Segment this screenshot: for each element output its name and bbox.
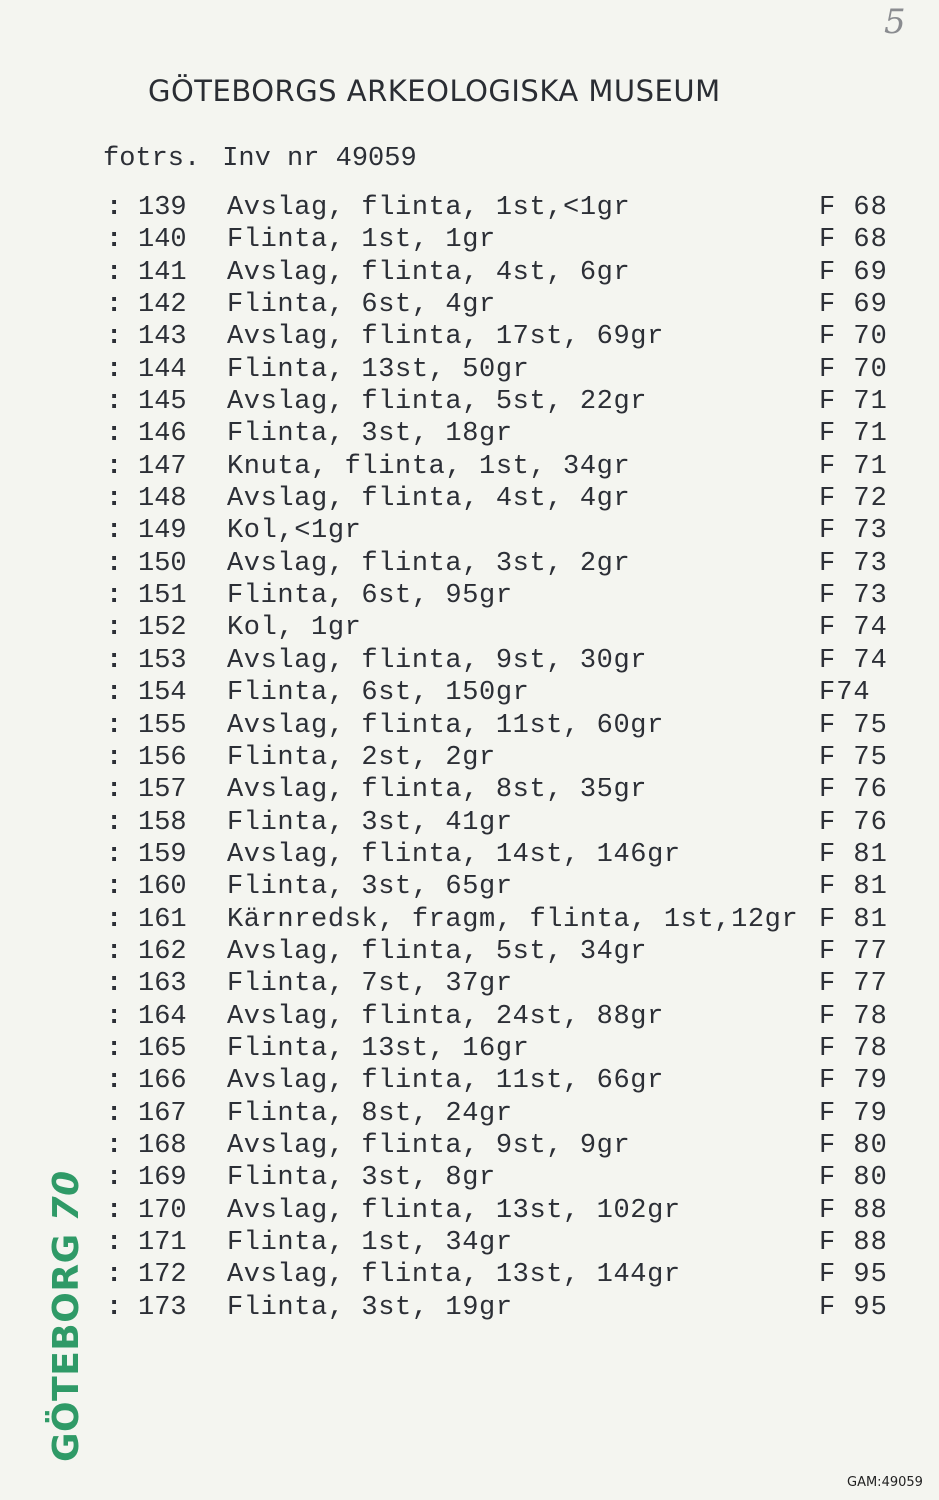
list-item: [100, 580, 900, 612]
item-description: Avslag, flinta, 1st,<1gr: [227, 193, 631, 223]
list-item: [100, 1162, 900, 1194]
item-reference: F 75: [819, 742, 888, 773]
list-item: [100, 871, 900, 903]
item-colon: :: [106, 936, 123, 967]
item-colon: :: [106, 1163, 123, 1194]
list-item: [100, 1227, 900, 1259]
item-reference: F 68: [819, 225, 888, 256]
item-number: 160: [138, 872, 187, 903]
item-number: 139: [138, 193, 187, 223]
list-item: [100, 1065, 900, 1097]
list-item: [100, 1001, 900, 1033]
item-number: 156: [138, 742, 187, 773]
item-description: Flinta, 6st, 95gr: [227, 581, 513, 612]
item-reference: F 78: [819, 1001, 888, 1032]
list-item: [100, 192, 900, 224]
item-description: Avslag, flinta, 14st, 146gr: [227, 839, 681, 870]
item-description: Kärnredsk, fragm, flinta, 1st,12gr: [227, 904, 799, 935]
stamp-number: 70: [46, 1170, 87, 1222]
item-reference: F 75: [819, 710, 888, 741]
list-item: [100, 483, 900, 515]
item-number: 151: [138, 581, 187, 612]
page-number: 5: [884, 2, 906, 42]
item-colon: :: [106, 839, 123, 870]
item-reference: F 77: [819, 969, 888, 1000]
item-description: Flinta, 2st, 2gr: [227, 742, 496, 773]
list-item: [100, 1098, 900, 1130]
item-number: 148: [138, 484, 187, 515]
item-reference: F74: [819, 678, 871, 709]
item-reference: F 73: [819, 516, 888, 547]
list-item: [100, 1033, 900, 1065]
item-colon: :: [106, 969, 123, 1000]
item-description: Flinta, 1st, 1gr: [227, 225, 496, 256]
item-reference: F 68: [819, 193, 888, 223]
item-colon: :: [106, 807, 123, 838]
item-number: 158: [138, 807, 187, 838]
item-description: Kol,<1gr: [227, 516, 362, 547]
item-number: 169: [138, 1163, 187, 1194]
item-colon: :: [106, 548, 123, 579]
item-reference: F 80: [819, 1130, 888, 1161]
item-reference: F 73: [819, 548, 888, 579]
item-description: Flinta, 3st, 65gr: [227, 872, 513, 903]
item-reference: F 79: [819, 1098, 888, 1129]
item-colon: :: [106, 710, 123, 741]
list-item: [100, 1130, 900, 1162]
item-number: 173: [138, 1292, 187, 1323]
item-reference: F 71: [819, 451, 888, 482]
list-item: [100, 354, 900, 386]
item-colon: :: [106, 419, 123, 450]
list-item: [100, 451, 900, 483]
item-description: Avslag, flinta, 13st, 102gr: [227, 1195, 681, 1226]
list-item: [100, 257, 900, 289]
item-description: Avslag, flinta, 17st, 69gr: [227, 322, 664, 353]
item-colon: :: [106, 451, 123, 482]
item-colon: :: [106, 1033, 123, 1064]
item-description: Flinta, 8st, 24gr: [227, 1098, 513, 1129]
item-description: Flinta, 3st, 18gr: [227, 419, 513, 450]
item-number: 140: [138, 225, 187, 256]
item-description: Kol, 1gr: [227, 613, 362, 644]
item-description: Flinta, 6st, 150gr: [227, 678, 530, 709]
item-colon: :: [106, 1195, 123, 1226]
item-description: Avslag, flinta, 8st, 35gr: [227, 775, 648, 806]
item-number: 172: [138, 1260, 187, 1291]
item-description: Avslag, flinta, 11st, 60gr: [227, 710, 664, 741]
item-reference: F 71: [819, 419, 888, 450]
list-item: [100, 418, 900, 450]
item-colon: :: [106, 1228, 123, 1258]
list-item: [100, 645, 900, 677]
item-colon: :: [106, 484, 123, 515]
list-item: [100, 677, 900, 709]
item-reference: F 81: [819, 839, 888, 870]
list-item: [100, 904, 900, 936]
item-number: 159: [138, 839, 187, 870]
list-item: [100, 742, 900, 774]
stamp-text: GÖTEBORG: [46, 1233, 87, 1462]
item-reference: F 69: [819, 290, 888, 321]
item-colon: :: [106, 516, 123, 547]
item-reference: F 79: [819, 1066, 888, 1097]
item-number: 170: [138, 1195, 187, 1226]
item-colon: :: [106, 872, 123, 903]
item-number: 162: [138, 936, 187, 967]
item-colon: :: [106, 581, 123, 612]
museum-header: GÖTEBORGS ARKEOLOGISKA MUSEUM: [148, 74, 721, 108]
item-reference: F 70: [819, 322, 888, 353]
item-number: 171: [138, 1228, 187, 1258]
item-reference: F 81: [819, 872, 888, 903]
item-reference: F 80: [819, 1163, 888, 1194]
item-description: Avslag, flinta, 24st, 88gr: [227, 1001, 664, 1032]
item-colon: :: [106, 1066, 123, 1097]
item-reference: F 81: [819, 904, 888, 935]
item-reference: F 88: [819, 1195, 888, 1226]
item-colon: :: [106, 742, 123, 773]
item-description: Avslag, flinta, 9st, 30gr: [227, 645, 648, 676]
item-colon: :: [106, 257, 123, 288]
item-description: Flinta, 13st, 50gr: [227, 354, 530, 385]
item-reference: F 76: [819, 807, 888, 838]
item-colon: :: [106, 387, 123, 418]
item-reference: F 88: [819, 1228, 888, 1258]
inventory-prefix: fotrs.: [103, 144, 201, 174]
item-number: 152: [138, 613, 187, 644]
item-reference: F 76: [819, 775, 888, 806]
item-colon: :: [106, 1260, 123, 1291]
item-number: 163: [138, 969, 187, 1000]
item-reference: F 95: [819, 1260, 888, 1291]
item-number: 164: [138, 1001, 187, 1032]
item-number: 145: [138, 387, 187, 418]
archive-id: GAM:49059: [847, 1475, 923, 1490]
item-colon: :: [106, 1130, 123, 1161]
item-colon: :: [106, 678, 123, 709]
item-reference: F 74: [819, 645, 888, 676]
item-description: Flinta, 3st, 8gr: [227, 1163, 496, 1194]
item-reference: F 78: [819, 1033, 888, 1064]
item-description: Avslag, flinta, 5st, 22gr: [227, 387, 648, 418]
item-number: 168: [138, 1130, 187, 1161]
find-list: [100, 192, 900, 1324]
item-number: 165: [138, 1033, 187, 1064]
item-colon: :: [106, 322, 123, 353]
item-number: 157: [138, 775, 187, 806]
item-colon: :: [106, 1098, 123, 1129]
item-number: 146: [138, 419, 187, 450]
item-description: Flinta, 3st, 41gr: [227, 807, 513, 838]
item-colon: :: [106, 775, 123, 806]
item-number: 143: [138, 322, 187, 353]
item-description: Avslag, flinta, 5st, 34gr: [227, 936, 648, 967]
item-reference: F 74: [819, 613, 888, 644]
list-item: [100, 612, 900, 644]
item-reference: F 70: [819, 354, 888, 385]
item-reference: F 73: [819, 581, 888, 612]
item-description: Flinta, 1st, 34gr: [227, 1228, 513, 1258]
item-number: 147: [138, 451, 187, 482]
list-item: [100, 289, 900, 321]
item-reference: F 72: [819, 484, 888, 515]
list-item: [100, 936, 900, 968]
list-item: [100, 515, 900, 547]
item-number: 142: [138, 290, 187, 321]
item-colon: :: [106, 290, 123, 321]
list-item: [100, 968, 900, 1000]
list-item: [100, 710, 900, 742]
item-number: 161: [138, 904, 187, 935]
item-colon: :: [106, 354, 123, 385]
inventory-label: Inv nr 49059: [222, 144, 417, 174]
item-number: 150: [138, 548, 187, 579]
item-number: 144: [138, 354, 187, 385]
list-item: [100, 774, 900, 806]
item-number: 153: [138, 645, 187, 676]
item-reference: F 69: [819, 257, 888, 288]
list-item: [100, 548, 900, 580]
item-number: 149: [138, 516, 187, 547]
list-item: [100, 807, 900, 839]
item-number: 141: [138, 257, 187, 288]
item-reference: F 77: [819, 936, 888, 967]
item-number: 155: [138, 710, 187, 741]
list-item: [100, 839, 900, 871]
list-item: [100, 1259, 900, 1291]
item-colon: :: [106, 904, 123, 935]
item-colon: :: [106, 1292, 123, 1323]
list-item: [100, 386, 900, 418]
list-item: [100, 1292, 900, 1324]
inventory-line: [103, 144, 417, 174]
item-description: Flinta, 6st, 4gr: [227, 290, 496, 321]
item-number: 166: [138, 1066, 187, 1097]
list-item: [100, 224, 900, 256]
item-description: Avslag, flinta, 11st, 66gr: [227, 1066, 664, 1097]
item-colon: :: [106, 645, 123, 676]
item-description: Flinta, 7st, 37gr: [227, 969, 513, 1000]
item-colon: :: [106, 225, 123, 256]
item-description: Flinta, 13st, 16gr: [227, 1033, 530, 1064]
item-reference: F 71: [819, 387, 888, 418]
item-description: Flinta, 3st, 19gr: [227, 1292, 513, 1323]
item-description: Avslag, flinta, 9st, 9gr: [227, 1130, 631, 1161]
list-item: [100, 1195, 900, 1227]
item-reference: F 95: [819, 1292, 888, 1323]
item-description: Avslag, flinta, 13st, 144gr: [227, 1260, 681, 1291]
item-description: Avslag, flinta, 4st, 4gr: [227, 484, 631, 515]
item-colon: :: [106, 613, 123, 644]
goteborg-stamp: [46, 1170, 87, 1462]
item-number: 154: [138, 678, 187, 709]
item-description: Avslag, flinta, 4st, 6gr: [227, 257, 631, 288]
item-description: Knuta, flinta, 1st, 34gr: [227, 451, 631, 482]
item-colon: :: [106, 193, 123, 223]
list-item: [100, 321, 900, 353]
item-description: Avslag, flinta, 3st, 2gr: [227, 548, 631, 579]
item-colon: :: [106, 1001, 123, 1032]
item-number: 167: [138, 1098, 187, 1129]
